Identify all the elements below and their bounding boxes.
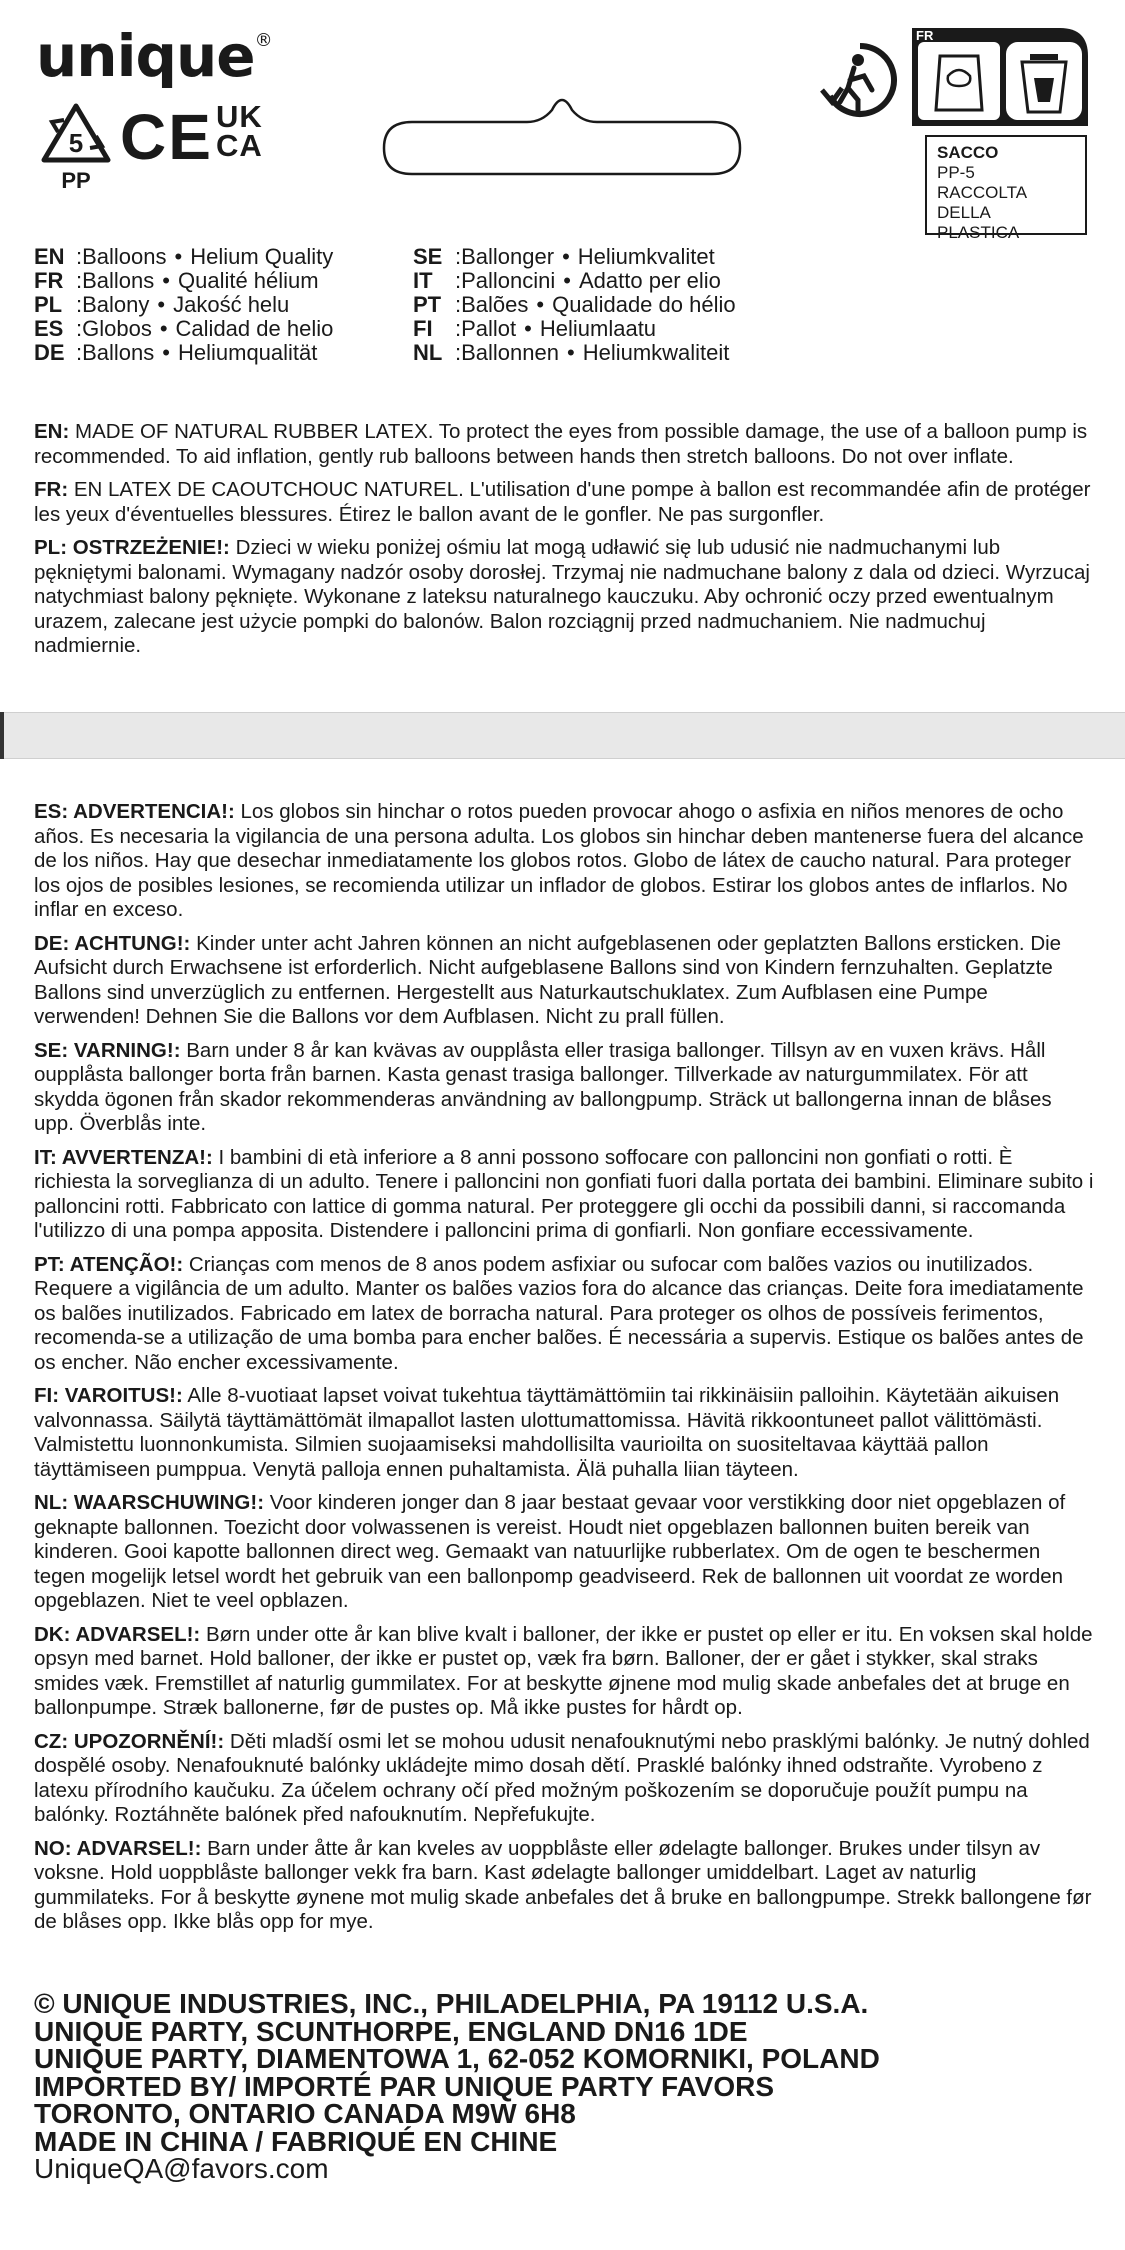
fr-label: FR xyxy=(916,28,934,43)
warning-paragraph xyxy=(34,420,1094,469)
divider-edge xyxy=(0,712,4,759)
product-quality: Heliumlaatu xyxy=(539,316,657,341)
product-quality: Heliumqualität xyxy=(177,340,318,365)
warning-label: PT: ATENÇÃO!: xyxy=(34,1252,184,1276)
footer-line: UNIQUE PARTY, DIAMENTOWA 1, 62-052 KOMORNIKI, POLAND xyxy=(34,2043,880,2074)
warning-text: I bambini di età inferiore a 8 anni possono soffocare con palloncini non gonfiati o rotti. È richiesta la sorveglianza di un adulto. Tenere i palloncini non gonfiati fuori dalla portata dei bambini. Eliminare subito i palloncini rotti. Fabbricato con lattice di gomma natural. Per proteggere gli occhi da possibili danni, si raccomanda l'utilizzo di una pompa apposita. Distendere i palloncini prima di gonfiarli. Non gonfiare eccessivamente. xyxy=(34,1145,1094,1242)
company-footer xyxy=(34,1990,1094,2183)
warning-paragraph xyxy=(34,1146,1094,1244)
warning-paragraph xyxy=(34,536,1094,659)
warning-label: NL: WAARSCHUWING!: xyxy=(34,1491,265,1514)
warning-label: EN: xyxy=(34,420,70,443)
product-name-row: FI :Pallot • Heliumlaatu xyxy=(413,316,657,341)
product-name-row: PL :Balony • Jakość helu xyxy=(34,292,290,317)
warning-paragraph xyxy=(34,1039,1094,1137)
warning-text: Barn under 8 år kan kvävas av oupplåsta eller trasiga ballonger. Tillsyn av en vuxen krävs. Håll oupplåsta ballonger borta från barnen. Kasta genast trasiga ballonger. Tillverkade av naturgummilatex. För att skydda ögonen från skador rekommenderas användning av ballongpump. Sträck ut ballongerna innan de blåses upp. Överblås inte. xyxy=(34,1038,1052,1135)
product-names-left xyxy=(34,245,333,365)
warning-paragraph xyxy=(34,1384,1094,1482)
product-name-row: DE :Ballons • Heliumqualität xyxy=(34,340,318,365)
warning-text: Alle 8-vuotiaat lapset voivat tukehtua täyttämättömiin tai rikkinäisiin palloihin. Käytetään aikuisen valvonnassa. Säilytä täyttämättömät ilmapallot lasten ulottumattomissa. Hävitä rikkoontuneet pallot välittömästi. Valmistettu luonnonkumista. Silmien suojaamiseksi mahdollisilta vaurioilta on suositeltavaa käyttää pallon täyttämiseen pumppua. Venytä palloja ennen puhaltamista. Älä puhalla liian täyteen. xyxy=(34,1384,1060,1481)
product-quality: Calidad de helio xyxy=(175,316,334,341)
product-name: Ballons xyxy=(82,340,155,365)
product-name-row: NL :Ballonnen • Heliumkwaliteit xyxy=(413,340,730,365)
product-name: Ballonger xyxy=(461,244,555,269)
footer-line: © UNIQUE INDUSTRIES, INC., PHILADELPHIA, PA 19112 U.S.A. xyxy=(34,1988,869,2019)
product-quality: Qualidade do hélio xyxy=(552,292,736,317)
warning-label: SE: VARNING!: xyxy=(34,1038,181,1062)
product-names-right xyxy=(413,245,736,365)
product-name: Ballons xyxy=(82,268,155,293)
warning-text: Dzieci w wieku poniżej ośmiu lat mogą udławić się lub udusić nie nadmuchanymi lub pękniętymi balonami. Wymagany nadzór osoby dorosłej. Trzymaj nie nadmuchane balony z dala od dzieci. Wyrzucaj natychmiast balony pęknięte. Wykonane z lateksu naturalnego kauczuku. Aby ochronić oczy przed ewentualnym urazem, zalecane jest użycie pompki do balonów. Balon rozciągnij przed nadmuchaniem. Nie nadmuchuj nadmiernie. xyxy=(34,536,1090,657)
footer-line: TORONTO, ONTARIO CANADA M9W 6H8 xyxy=(34,2098,576,2129)
warning-paragraph xyxy=(34,1491,1094,1614)
warning-paragraph xyxy=(34,1837,1094,1935)
brand-logo-text: unique xyxy=(36,22,255,90)
footer-line: UNIQUE PARTY, SCUNTHORPE, ENGLAND DN16 1DE xyxy=(34,2015,748,2047)
lang-code: FR xyxy=(34,268,64,293)
recycle-number: 5 xyxy=(68,128,84,158)
ukca-line1: UK xyxy=(216,99,263,134)
product-quality: Heliumkwaliteit xyxy=(582,340,730,365)
warnings-top xyxy=(34,420,1094,668)
product-quality: Helium Quality xyxy=(190,244,334,269)
sacco-line: PP-5 xyxy=(937,163,975,182)
warning-label: FR: xyxy=(34,478,69,501)
product-name: Globos xyxy=(82,316,152,341)
product-quality: Jakość helu xyxy=(173,292,290,317)
footer-line: IMPORTED BY/ IMPORTÉ PAR UNIQUE PARTY FAVORS xyxy=(34,2070,774,2102)
product-name-row: EN :Balloons • Helium Quality xyxy=(34,244,334,269)
lang-code: FI xyxy=(413,316,433,341)
warning-paragraph xyxy=(34,478,1094,527)
section-divider xyxy=(0,712,1125,759)
ukca-mark xyxy=(216,99,263,163)
warning-label: DE: ACHTUNG!: xyxy=(34,931,191,955)
lang-code: DE xyxy=(34,340,65,365)
product-name-row: SE :Ballonger • Heliumkvalitet xyxy=(413,244,715,269)
recycle-pp5-icon xyxy=(38,102,114,199)
product-name-row: ES :Globos • Calidad de helio xyxy=(34,316,334,341)
product-name: Balloons xyxy=(82,244,167,269)
product-name-row: FR :Ballons • Qualité hélium xyxy=(34,268,319,293)
lang-code: ES xyxy=(34,316,64,341)
warning-text: MADE OF NATURAL RUBBER LATEX. To protect the eyes from possible damage, the use of a balloon pump is recommended. To aid inflation, gently rub balloons between hands then stretch balloons. Do not over inflate. xyxy=(34,420,1088,468)
sacco-disposal-box xyxy=(925,135,1087,242)
product-name: Palloncini xyxy=(461,268,556,293)
footer-line: MADE IN CHINA / FABRIQUÉ EN CHINE xyxy=(34,2125,558,2157)
product-name: Pallot xyxy=(461,316,517,341)
warning-label: ES: ADVERTENCIA!: xyxy=(34,800,235,823)
warning-paragraph xyxy=(34,800,1094,923)
ce-mark: CE xyxy=(120,101,213,173)
brand-logo xyxy=(36,22,272,90)
lang-code: SE xyxy=(413,244,443,269)
warning-text: EN LATEX DE CAOUTCHOUC NATUREL. L'utilisation d'une pompe à ballon est recommandée afin de protéger les yeux d'éventuelles blessures. Étirez le ballon avant de le gonfler. Ne pas surgonfler. xyxy=(34,478,1091,526)
hanger-hole-outline xyxy=(382,72,742,181)
warning-text: Børn under otte år kan blive kvalt i balloner, der ikke er pustet op eller er itu. En voksen skal holde opsyn med barnet. Hold balloner, der ikke er pustet op, væk fra børn. Balloner, der er gået i stykker, skal straks smides væk. Fremstillet af naturlig gummilatex. For at beskytte øjnene mod mulig skade anbefales det at bruge en ballonpumpe. Stræk ballonerne, før de pustes op. Må ikke pustes for hårdt op. xyxy=(34,1622,1093,1719)
product-quality: Heliumkvalitet xyxy=(577,244,715,269)
warning-paragraph xyxy=(34,1253,1094,1376)
fr-disposal-icon xyxy=(910,26,1090,133)
registered-mark: ® xyxy=(254,30,272,51)
warning-label: DK: ADVARSEL!: xyxy=(34,1622,201,1646)
lang-code: IT xyxy=(413,268,433,293)
warning-label: NO: ADVARSEL!: xyxy=(34,1836,202,1860)
warning-label: PL: OSTRZEŻENIE!: xyxy=(34,536,230,559)
warning-label: CZ: UPOZORNĚNÍ!: xyxy=(34,1729,225,1753)
warning-label: IT: AVVERTENZA!: xyxy=(34,1145,213,1169)
product-quality: Qualité hélium xyxy=(177,268,319,293)
lang-code: PL xyxy=(34,292,63,317)
sacco-title: SACCO xyxy=(937,143,999,162)
recycling-person-icon xyxy=(820,40,900,125)
product-name-row: IT :Palloncini • Adatto per elio xyxy=(413,268,721,293)
warning-paragraph xyxy=(34,1730,1094,1828)
product-quality: Adatto per elio xyxy=(579,268,721,293)
lang-code: EN xyxy=(34,244,65,269)
warning-text: Voor kinderen jonger dan 8 jaar bestaat gevaar voor verstikking door niet opgeblazen of geknapte ballonnen. Toezicht door volwassenen is vereist. Houdt niet opgeblazen ballonnen buiten bereik van kinderen. Gooi kapotte ballonnen direct weg. Gemaakt van natuurlijke rubberlatex. Om de ogen te beschermen tegen mogelijk letsel wordt het gebruik van een ballonpomp geadviseerd. Rek de ballonnen uit voordat ze worden opgeblazen. Niet te veel opblazen. xyxy=(34,1491,1066,1612)
warning-paragraph xyxy=(34,1623,1094,1721)
product-name: Balony xyxy=(82,292,150,317)
lang-code: PT xyxy=(413,292,442,317)
lang-code: NL xyxy=(413,340,443,365)
footer-email: UniqueQA@favors.com xyxy=(34,2153,329,2184)
warning-label: FI: VAROITUS!: xyxy=(34,1384,183,1407)
ukca-line2: CA xyxy=(216,128,263,163)
product-name: Balões xyxy=(461,292,529,317)
warning-paragraph xyxy=(34,932,1094,1030)
warning-text: Kinder unter acht Jahren können an nicht aufgeblasenen oder geplatzten Ballons ersticken. Die Aufsicht durch Erwachsene ist erforderlich. Nicht aufgeblasene Ballons sind von Kindern fernzuhalten. Geplatzte Ballons sind unverzüglich zu entfernen. Hergestellt aus Naturkautschuklatex. Zum Aufblasen eine Pumpe verwenden! Dehnen Sie die Ballons vor dem Aufblasen. Nicht zu prall füllen. xyxy=(34,931,1062,1028)
sacco-line: RACCOLTA xyxy=(937,183,1028,202)
recycle-material: PP xyxy=(61,168,91,193)
warning-text: Los globos sin hinchar o rotos pueden provocar ahogo o asfixia en niños menores de ocho años. Es necesaria la vigilancia de una persona adulta. Los globos sin hinchar deben mantenerse fuera del alcance de los niños. Hay que desechar inmediatamente los globos rotos. Globo de látex de caucho natural. Para proteger los ojos de posibles lesiones, se recomienda utilizar un inflador de globos. Estirar los globos antes de inflarlos. No inflar en exceso. xyxy=(34,800,1084,921)
warning-text: Crianças com menos de 8 anos podem asfixiar ou sufocar com balões vazios ou inutilizados. Requere a vigilância de um adulto. Manter os balões vazios fora do alcance das crianças. Deite fora imediatamente os balões inutilizados. Fabricado em latex de borracha natural. Para proteger os olhos de possíveis ferimentos, recomenda-se a utilização de uma bomba para encher balões. É necessária a supervis. Estique os balões antes de os encher. Não encher excessivamente. xyxy=(34,1252,1084,1374)
sacco-line: DELLA PLASTICA xyxy=(937,203,1020,242)
warning-text: Děti mladší osmi let se mohou udusit nenafouknutými nebo prasklými balónky. Je nutný dohled dospělé osoby. Nenafouknuté balónky ukládejte mimo dosah dětí. Prasklé balónky ihned odstraňte. Vyrobeno z latexu přírodního kaučuku. Za účelem ochrany očí před možným poškozením se doporučuje použít pumpu na balónky. Roztáhněte balónek před nafouknutím. Nepřefukujte. xyxy=(34,1729,1090,1826)
warnings-bottom xyxy=(34,800,1094,1944)
product-name: Ballonnen xyxy=(461,340,559,365)
warning-text: Barn under åtte år kan kveles av uoppblåste eller ødelagte ballonger. Brukes under tilsyn av voksne. Hold uoppblåste ballonger vekk fra barn. Kast ødelagte ballonger umiddelbart. Laget av naturlig gummilateks. For å beskytte øynene mot mulig skade anbefales det å bruke en ballongpumpe. Strekk ballongene før de blåses opp. Ikke blås opp for mye. xyxy=(34,1836,1092,1933)
product-name-row: PT :Balões • Qualidade do hélio xyxy=(413,292,736,317)
